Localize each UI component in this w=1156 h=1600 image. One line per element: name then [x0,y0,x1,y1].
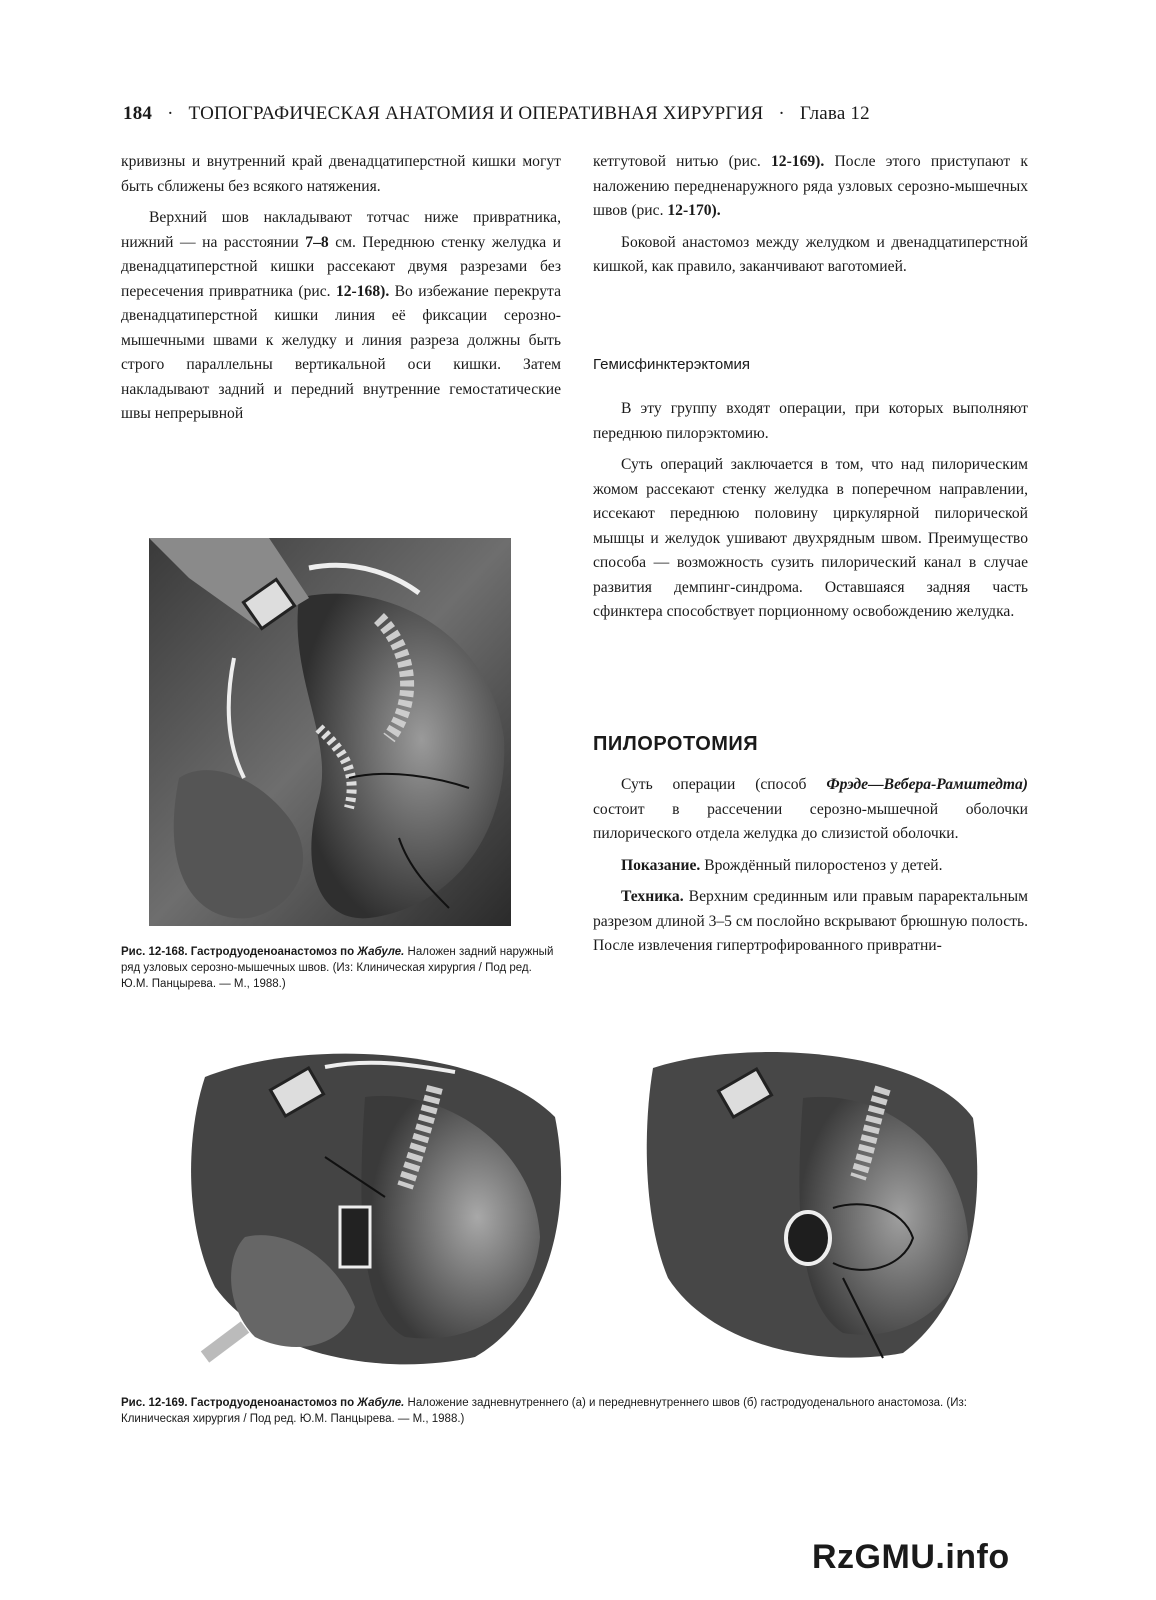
section-title: ПИЛОРОТОМИЯ [593,733,759,755]
indication-label: Показание. [621,856,701,874]
left-column [121,150,561,434]
right-column-bottom [593,773,1028,966]
chapter-label: Глава 12 [799,103,870,124]
technique-label: Техника. [621,888,684,905]
page-number: 184 [123,103,153,124]
watermark: RzGMU.info [812,1538,1010,1576]
figure-12-169a-illustration [185,1037,573,1367]
paragraph: Суть операции (способ Фрэде—Вебера-Рамштедта) состоит в рассечении серозно-мышечной оболочки пилорического отдела желудка до слизистой оболочки. [593,776,1028,842]
paragraph: кривизны и внутренний край двенадцатиперстной кишки могут быть сближены без всякого натяжения. [121,153,561,195]
book-title: ТОПОГРАФИЧЕСКАЯ АНАТОМИЯ И ОПЕРАТИВНАЯ ХИРУРГИЯ [188,103,764,124]
paragraph: Боковой анастомоз между желудком и двенадцатиперстной кишкой, как правило, заканчивают ваготомией. [593,233,1028,275]
header-separator: · [167,103,174,124]
right-column-middle [593,397,1028,632]
figure-12-169b-illustration [643,1038,991,1365]
subheading: Гемисфинктерэктомия [593,356,751,373]
figure-12-168-caption: Рис. 12-168. Гастродуоденоанастомоз по Жабуле. Наложен задний наружный ряд узловых серозно-мышечных швов. (Из: Клиническая хирургия / Под ред. Ю.М. Панцырева. — М., 1988.) [121,946,554,990]
figure-reference: 12-169). [770,153,825,170]
paragraph: Показание. Врождённый пилоростеноз у детей. [621,856,943,874]
paragraph: кетгутовой нитью (рис. 12-169). После этого приступают к наложению передненаружного ряда узловых серозно-мышечных швов (рис. 12-170). [593,153,1028,219]
paragraph: Техника. Верхним срединным или правым параректальным разрезом длиной 3–5 см послойно вскрывают брюшную полость. После извлечения гипертрофированного привратни- [593,888,1028,954]
paragraph: Суть операций заключается в том, что над пилорическим жомом рассекают стенку желудка в поперечном направлении, иссекают переднюю половину циркулярной пилорической мышцы и желудок ушивают двухрядным швом. Преимущество способа — возможность сузить пилорический канал в случае развития демпинг-синдрома. Оставшаяся задняя часть сфинктера способствует порционному освобождению желудка. [593,456,1028,620]
right-column-top [593,150,1028,287]
running-header [123,103,965,125]
figure-12-168-illustration [149,538,511,926]
paragraph: Верхний шов накладывают тотчас ниже привратника, нижний — на расстоянии 7–8 см. Переднюю стенку желудка и двенадцатиперстной кишки рассекают двумя разрезами без пересечения привратника (рис. 12-168). Во избежание перекрута двенадцатиперстной кишки линия её фиксации серозно-мышечными швами к желудку и линия разреза должны быть строго параллельны вертикальной оси кишки. Затем накладывают задний и передний внутренние гемостатические швы непрерывной [121,209,561,422]
figure-reference: 12-170). [667,202,721,219]
figure-12-169-caption: Рис. 12-169. Гастродуоденоанастомоз по Жабуле. Наложение задневнутреннего (а) и передневнутреннего швов (б) гастродуоденального анастомоза. (Из: Клиническая хирургия / Под ред. Ю.М. Панцырева. — М., 1988.) [121,1397,967,1425]
figure-reference: 12-168). [335,282,390,300]
paragraph: В эту группу входят операции, при которых выполняют переднюю пилорэктомию. [593,400,1028,442]
method-name: Фрэде—Вебера-Рамштедта) [826,776,1028,793]
header-separator: · [778,103,785,124]
